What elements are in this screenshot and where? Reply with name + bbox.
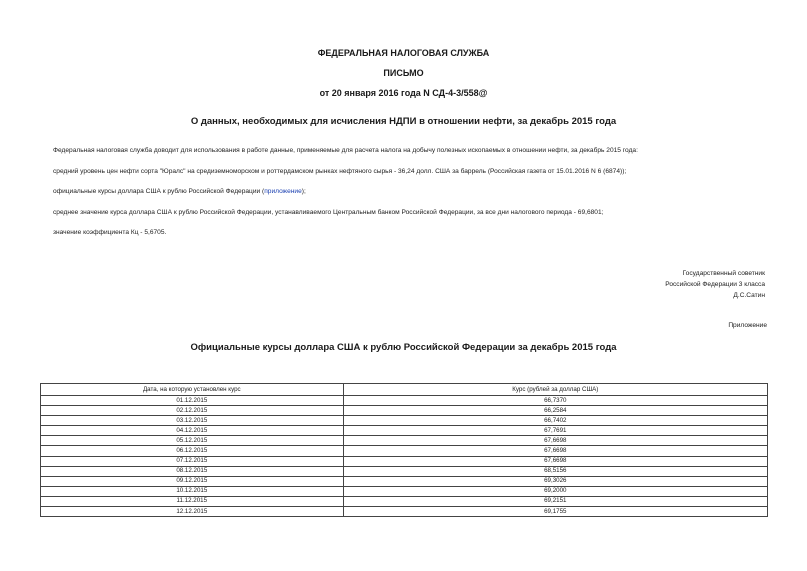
- document-reference: от 20 января 2016 года N СД-4-3/558@: [319, 88, 488, 98]
- rate-cell: 67,7691: [343, 426, 767, 436]
- date-cell: 05.12.2015: [41, 436, 344, 446]
- table-row: [41, 416, 768, 426]
- date-cell: 02.12.2015: [41, 406, 344, 416]
- appendix-title: Официальные курсы доллара США к рублю Российской Федерации за декабрь 2015 года: [190, 342, 617, 353]
- table-row: [41, 406, 768, 416]
- table-row: [41, 426, 768, 436]
- table-row: [41, 456, 768, 466]
- rate-cell: 69,2000: [343, 486, 767, 496]
- paragraph-coefficient: значение коэффициента Кц - 5,6705.: [53, 229, 167, 236]
- rate-cell: 69,2151: [343, 496, 767, 506]
- date-cell: 10.12.2015: [41, 486, 344, 496]
- rate-cell: 69,1755: [343, 507, 767, 517]
- date-cell: 11.12.2015: [41, 496, 344, 506]
- date-cell: 12.12.2015: [41, 507, 344, 517]
- paragraph-intro: Федеральная налоговая служба доводит для использования в работе данные, применяемые для расчета налога на добычу полезных ископаемых в отношении нефти, за декабрь 2015 года:: [53, 147, 638, 154]
- date-cell: 08.12.2015: [41, 466, 344, 476]
- paragraph-oil-price: средний уровень цен нефти сорта "Юралс" на средиземноморском и роттердамском рынках нефтяного сырья - 36,24 долл. США за баррель (Российская газета от 15.01.2016 N 6 (6874));: [53, 168, 627, 175]
- appendix-label: Приложение: [728, 322, 767, 329]
- agency-name: ФЕДЕРАЛЬНАЯ НАЛОГОВАЯ СЛУЖБА: [317, 48, 490, 58]
- table-header-row: [41, 384, 768, 396]
- table-row: [41, 446, 768, 456]
- rate-cell: 66,2584: [343, 406, 767, 416]
- table-row: [41, 466, 768, 476]
- signature-name: Д.С.Сатин: [733, 292, 765, 299]
- date-cell: 06.12.2015: [41, 446, 344, 456]
- paragraph-average-rate: среднее значение курса доллара США к рублю Российской Федерации, устанавливаемого Центральным банком Российской Федерации, за все дни налогового периода - 69,6801;: [53, 209, 604, 216]
- paragraph-exchange-rates-end: );: [301, 188, 306, 195]
- rate-cell: 66,7402: [343, 416, 767, 426]
- exchange-rates-table: [40, 383, 768, 517]
- rate-cell: 67,6698: [343, 456, 767, 466]
- signature-title: Государственный советник: [682, 270, 765, 277]
- table-row: [41, 496, 768, 506]
- signature-rank: Российской Федерации 3 класса: [665, 281, 765, 288]
- table-row: [41, 396, 768, 406]
- header-date: Дата, на которую установлен курс: [41, 384, 344, 396]
- appendix-link[interactable]: приложение: [264, 188, 302, 195]
- rate-cell: 68,5156: [343, 466, 767, 476]
- paragraph-exchange-rates-text: официальные курсы доллара США к рублю Российской Федерации (: [53, 188, 265, 195]
- date-cell: 01.12.2015: [41, 396, 344, 406]
- document-subject: О данных, необходимых для исчисления НДПИ в отношении нефти, за декабрь 2015 года: [190, 116, 617, 127]
- date-cell: 09.12.2015: [41, 476, 344, 486]
- table-row: [41, 436, 768, 446]
- table-row: [41, 486, 768, 496]
- table-row: [41, 476, 768, 486]
- rate-cell: 67,6698: [343, 446, 767, 456]
- paragraph-exchange-rates: [53, 188, 306, 195]
- document-type: ПИСЬМО: [383, 68, 424, 78]
- table-row: [41, 507, 768, 517]
- rate-cell: 69,3026: [343, 476, 767, 486]
- header-rate: Курс (рублей за доллар США): [343, 384, 767, 396]
- date-cell: 04.12.2015: [41, 426, 344, 436]
- rate-cell: 66,7370: [343, 396, 767, 406]
- date-cell: 07.12.2015: [41, 456, 344, 466]
- rate-cell: 67,6698: [343, 436, 767, 446]
- date-cell: 03.12.2015: [41, 416, 344, 426]
